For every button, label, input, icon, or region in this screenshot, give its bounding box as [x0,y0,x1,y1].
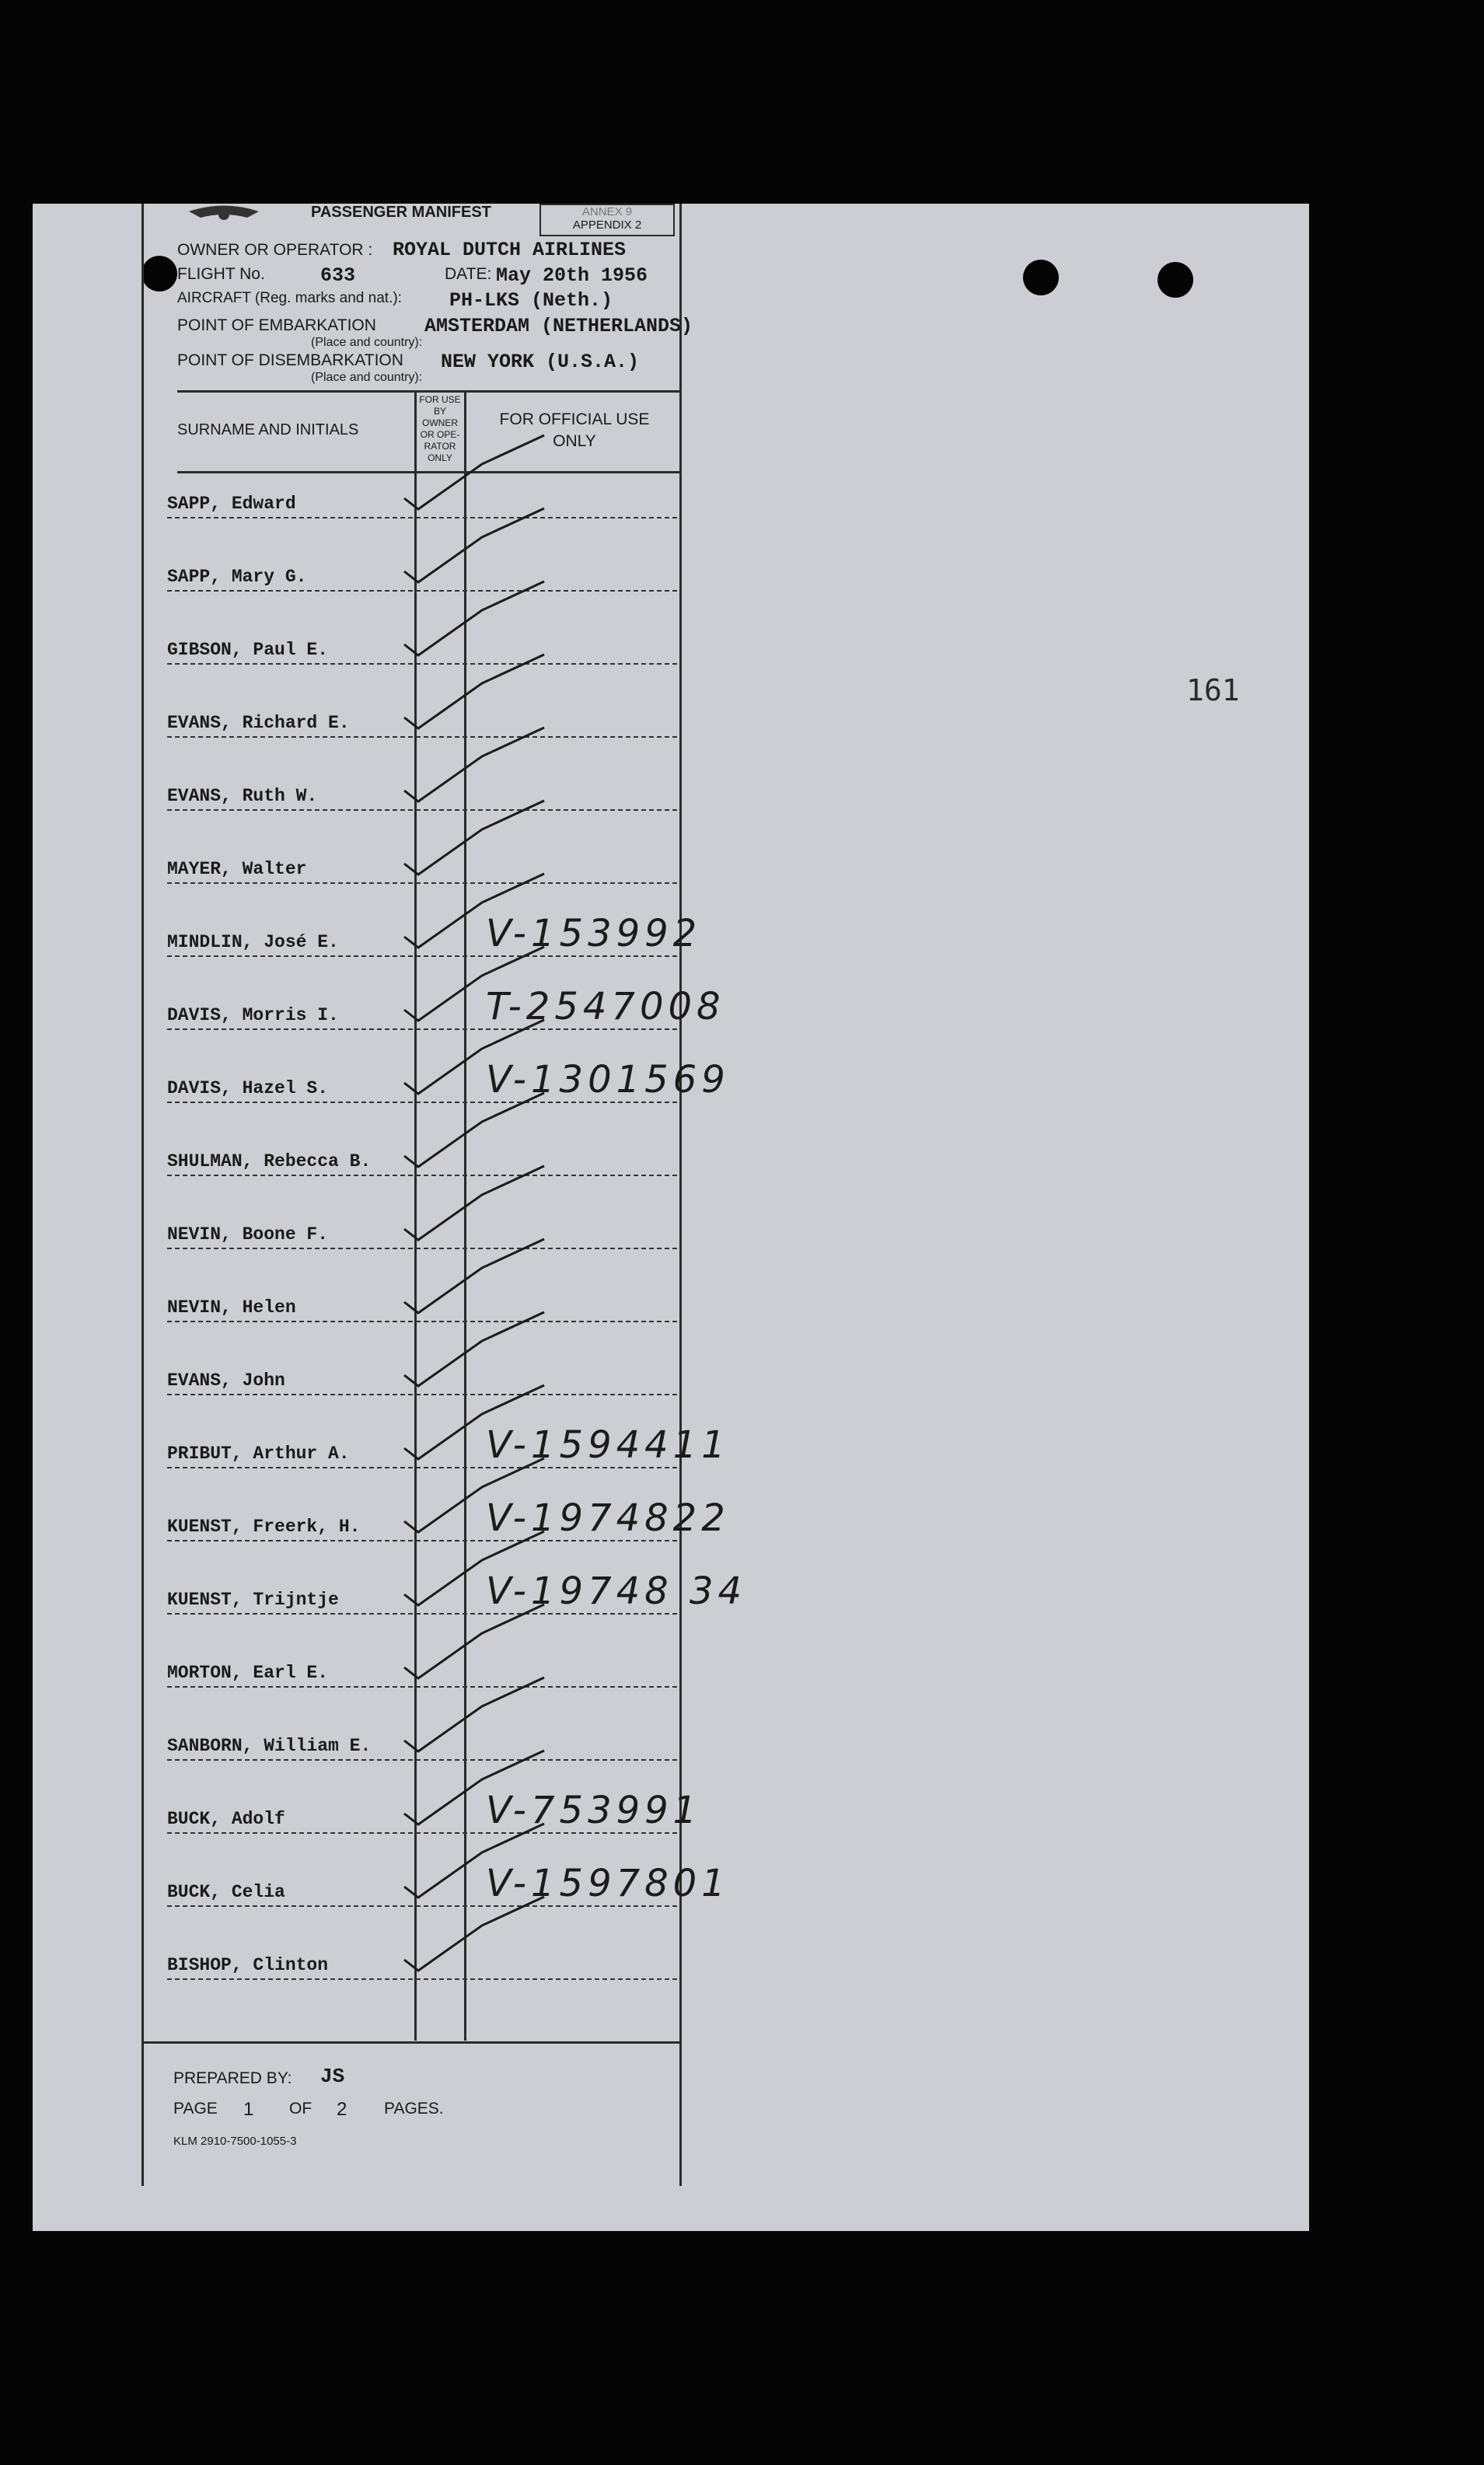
row-rule [167,736,680,738]
prepared-by-label: PREPARED BY: [173,2069,292,2087]
row-rule [167,1540,680,1541]
of-label: OF [289,2100,313,2118]
passenger-name: EVANS, John [167,1370,285,1391]
form-code: KLM 2910-7500-1055-3 [173,2135,297,2148]
row-rule [167,882,680,884]
disembark-value: NEW YORK (U.S.A.) [441,351,640,373]
row-rule [167,955,680,957]
row-rule [167,1175,680,1176]
row-rule [167,1613,680,1615]
row-rule [167,1248,680,1249]
passenger-name: SANBORN, William E. [167,1736,372,1756]
table-bottom-rule [141,2041,681,2044]
place-country-note: (Place and country): [311,336,423,349]
page-label: PAGE [173,2100,218,2118]
prepared-by-value: JS [320,2065,345,2088]
passenger-name: DAVIS, Morris I. [167,1005,339,1025]
header-rule [177,390,681,393]
official-use-entry: T-2547008 [486,985,725,1028]
punch-hole [1158,262,1193,298]
owner-use-column-header [417,394,463,464]
owner-value: ROYAL DUTCH AIRLINES [393,239,627,261]
passenger-name: NEVIN, Boone F. [167,1224,329,1245]
pages-label: PAGES. [384,2100,444,2118]
row-rule [167,590,680,592]
row-rule [167,517,680,518]
flight-value: 633 [320,264,356,287]
passenger-name: SAPP, Mary G. [167,567,307,587]
row-rule [167,809,680,811]
passenger-name: EVANS, Ruth W. [167,786,318,806]
owner-use-line: BY [433,406,446,417]
passenger-name: NEVIN, Helen [167,1297,296,1318]
date-label: DATE: [445,265,492,283]
archive-page-number: 161 [1186,673,1240,707]
official-use-entry: V-1594411 [486,1423,730,1467]
form-title: PASSENGER MANIFEST [311,204,491,221]
owner-label: OWNER OR OPERATOR : [177,241,373,259]
appendix-label: APPENDIX 2 [572,218,642,232]
official-use-entry: V-753991 [486,1789,702,1832]
airline-logo [185,204,263,227]
official-use-column-header [470,409,679,452]
passenger-name: KUENST, Freerk, H. [167,1517,361,1537]
passenger-name: MAYER, Walter [167,859,307,879]
row-rule [167,1759,680,1761]
official-use-line: FOR OFFICIAL USE [499,410,650,428]
owner-use-line: OR OPE- [420,429,460,440]
owner-use-line: RATOR [424,441,456,452]
official-use-entry: V-1974822 [486,1496,730,1540]
row-rule [167,1102,680,1103]
place-country-note: (Place and country): [311,371,423,384]
embark-label: POINT OF EMBARKATION [177,316,376,334]
passenger-name: BISHOP, Clinton [167,1955,329,1975]
official-use-entry: V-1301569 [486,1058,730,1102]
official-use-entry: V-1597801 [486,1862,730,1905]
page-number-value: 1 [243,2099,254,2120]
date-value: May 20th 1956 [496,264,648,287]
passenger-name: EVANS, Richard E. [167,713,350,733]
row-rule [167,1905,680,1907]
row-rule [167,1978,680,1980]
row-rule [167,663,680,665]
punch-hole [1023,260,1059,295]
aircraft-label: AIRCRAFT (Reg. marks and nat.): [177,290,402,306]
form-left-border [141,204,144,2186]
aircraft-value: PH-LKS (Neth.) [449,289,613,312]
embark-value: AMSTERDAM (NETHERLANDS) [424,315,693,337]
passenger-name: GIBSON, Paul E. [167,640,329,660]
page-total-value: 2 [337,2099,347,2120]
row-rule [167,1028,680,1030]
column-header-rule [177,471,681,473]
official-use-line: ONLY [553,432,596,450]
passenger-name: SHULMAN, Rebecca B. [167,1151,372,1171]
official-use-entry: V-19748 34 [486,1569,747,1613]
flight-label: FLIGHT No. [177,265,265,283]
passenger-name: PRIBUT, Arthur A. [167,1444,350,1464]
appendix-annex: ANNEX 9 [581,205,633,218]
owner-use-line: FOR USE [419,394,461,405]
surname-column-header: SURNAME AND INITIALS [177,421,359,438]
row-rule [167,1686,680,1688]
punch-hole [141,256,177,292]
passenger-name: BUCK, Adolf [167,1809,285,1829]
owner-column-right [464,393,466,2041]
owner-use-line: OWNER [422,417,458,428]
row-rule [167,1832,680,1834]
passenger-name: SAPP, Edward [167,494,296,514]
passenger-name: BUCK, Celia [167,1882,285,1902]
passenger-name: KUENST, Trijntje [167,1590,339,1610]
passenger-name: DAVIS, Hazel S. [167,1078,329,1098]
disembark-label: POINT OF DISEMBARKATION [177,351,403,369]
row-rule [167,1394,680,1395]
passenger-name: MORTON, Earl E. [167,1663,329,1683]
row-rule [167,1321,680,1322]
appendix-box [539,204,675,236]
passenger-name: MINDLIN, José E. [167,932,339,952]
row-rule [167,1467,680,1468]
official-use-entry: V-153992 [486,912,702,955]
owner-column-left [414,393,417,2041]
owner-use-line: ONLY [428,452,452,463]
